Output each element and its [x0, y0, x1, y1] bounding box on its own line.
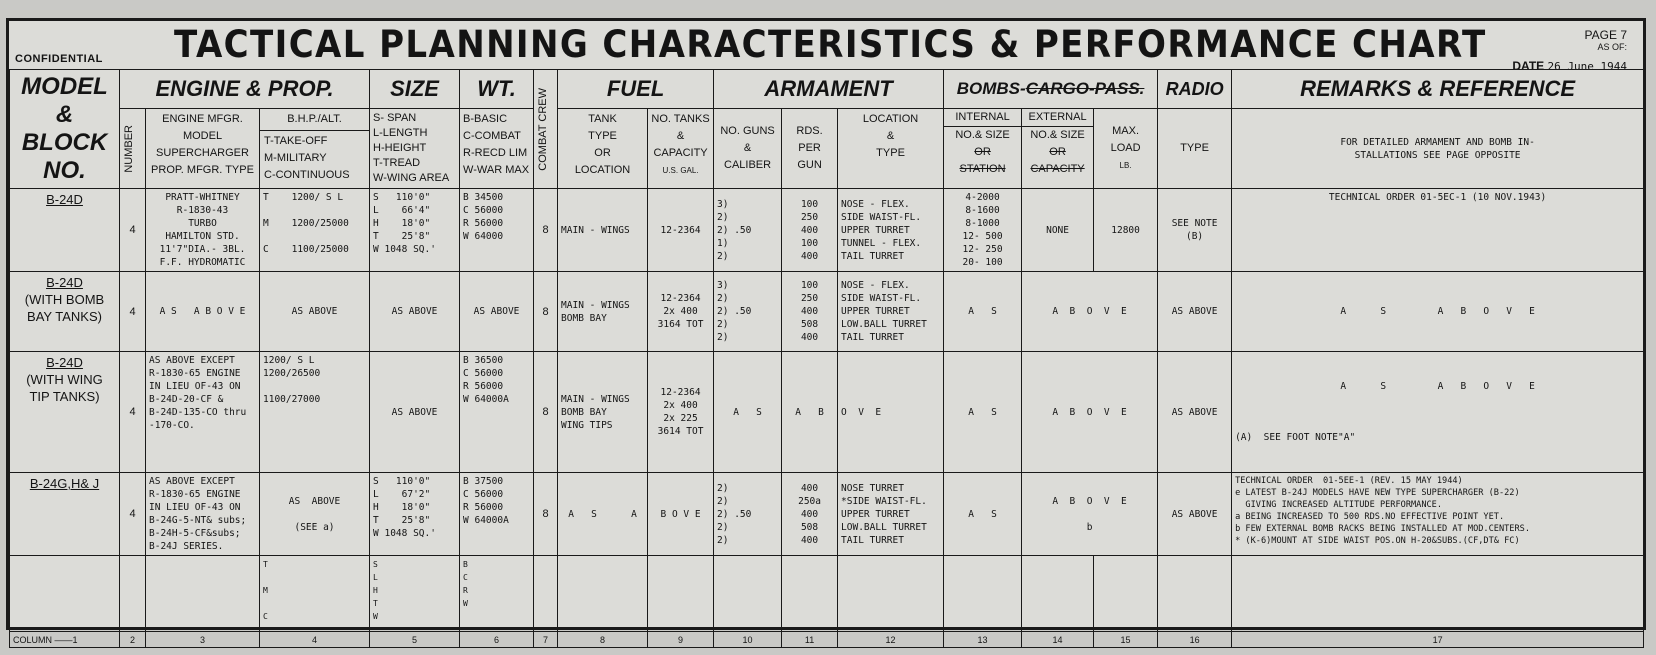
tanks-cell: B O V E: [648, 473, 714, 556]
table-row: [10, 189, 1644, 272]
model-header: MODEL & BLOCK NO.: [10, 70, 120, 189]
tanks-cell: 12-2364 2x 400 2x 225 3614 TOT: [648, 352, 714, 473]
external-cell: NONE: [1022, 189, 1094, 272]
rds-cell: 100 250 400 508 400: [782, 272, 838, 352]
remarks-note: FOR DETAILED ARMAMENT AND BOMB IN- STALLATIONS SEE PAGE OPPOSITE: [1232, 109, 1644, 189]
internal-cell: A S: [944, 352, 1022, 473]
blank-cell: [782, 556, 838, 632]
blank-cell: [714, 556, 782, 632]
column-number: 14: [1022, 632, 1094, 648]
crew-cell: 8: [534, 473, 558, 556]
crew-cell: 8: [534, 272, 558, 352]
radio-cell: AS ABOVE: [1158, 272, 1232, 352]
column-number: 15: [1094, 632, 1158, 648]
remarks-cell: TECHNICAL ORDER 01-5EE-1 (REV. 15 MAY 1944) e LATEST B-24J MODELS HAVE NEW TYPE SUPERCHARGER (B-22) GIVING INCREASED ALTITUDE PERFORMANCE. a BEING INCREASED TO 500 RDS.NO EFFECTIVE POINT YET. b FEW EXTERNAL BOMB RACKS BEING INSTALLED AT MOD.CENTERS. * (K-6)MOUNT AT SIDE WAIST POS.ON H-20&SUBS.(CF,DT& FC): [1232, 473, 1644, 556]
blank-cell: [558, 556, 648, 632]
model-sub: (WITH WING TIP TANKS): [26, 372, 103, 404]
table-row: [10, 352, 1644, 473]
guns-cell: 3) 2) 2) .50 1) 2): [714, 189, 782, 272]
number-cell: 4: [120, 473, 146, 556]
max-load-header: [1094, 109, 1158, 189]
tanks-cell: 12-2364: [648, 189, 714, 272]
model-name: B-24D: [46, 355, 83, 370]
tanks-cell: 12-2364 2x 400 3164 TOT: [648, 272, 714, 352]
blank-cell: [534, 556, 558, 632]
page-label: PAGE 7: [1584, 28, 1627, 42]
wt-group-header: WT.: [460, 70, 534, 109]
wt-cell: B 36500 C 56000 R 56000 W 64000A: [460, 352, 534, 473]
external-cell: A B O V E: [1022, 272, 1158, 352]
external-cell: A B O V E: [1022, 352, 1158, 473]
location-cell: NOSE - FLEX. SIDE WAIST-FL. UPPER TURRET LOW.BALL TURRET TAIL TURRET: [838, 272, 944, 352]
model-name: B-24G,H& J: [29, 476, 100, 491]
column-number: 2: [120, 632, 146, 648]
column-number: 17: [1232, 632, 1644, 648]
date-value: 26 June 1944: [1547, 60, 1627, 73]
confidential-label: CONFIDENTIAL: [15, 53, 103, 65]
wt-keys-header: B-BASIC C-COMBAT R-RECD LIM W-WAR MAX: [460, 109, 534, 189]
engine-cell: AS ABOVE EXCEPT R-1830-65 ENGINE IN LIEU OF-43 ON B-24D-20-CF & B-24D-135-CO thru -170-CO.: [146, 352, 260, 473]
radio-cell: AS ABOVE: [1158, 352, 1232, 473]
tank-cell: MAIN - WINGS: [558, 189, 648, 272]
size-cell: AS ABOVE: [370, 352, 460, 473]
ext-or-label: OR: [1049, 146, 1066, 158]
size-cell: S 110'0" L 66'4" H 18'0" T 25'8" W 1048 SQ.': [370, 189, 460, 272]
radio-group-header: RADIO: [1158, 70, 1232, 109]
radio-cell: AS ABOVE: [1158, 473, 1232, 556]
size-keys-header: S- SPAN L-LENGTH H-HEIGHT T-TREAD W-WING AREA: [370, 109, 460, 189]
number-header: [120, 109, 146, 189]
column-number-row: [10, 632, 1644, 648]
remarks-cell: A S A B O V E: [1232, 272, 1644, 352]
remarks-foot: (A) SEE FOOT NOTE"A": [1235, 432, 1356, 443]
tanks-capacity-header: [648, 109, 714, 189]
chart-sheet: [6, 18, 1646, 645]
guns-cell: A S: [714, 352, 782, 473]
location-cell: NOSE TURRET *SIDE WAIST-FL. UPPER TURRET LOW.BALL TURRET TAIL TURRET: [838, 473, 944, 556]
rds-header: RDS. PER GUN: [782, 109, 838, 189]
bhp-header: [260, 109, 370, 189]
number-cell: 4: [120, 189, 146, 272]
column-number: 6: [460, 632, 534, 648]
int-station-label: STATION: [959, 163, 1006, 175]
ext-capacity-label: CAPACITY: [1030, 163, 1085, 175]
bombs-label: BOMBS-: [956, 79, 1026, 98]
column-number: 9: [648, 632, 714, 648]
engine-cell: A S A B O V E: [146, 272, 260, 352]
column-number: 7: [534, 632, 558, 648]
column-number: 10: [714, 632, 782, 648]
internal-label: INTERNAL: [944, 109, 1021, 127]
radio-type-header: TYPE: [1158, 109, 1232, 189]
blank-cell: [648, 556, 714, 632]
bhp-key-cell: T M C: [260, 556, 370, 632]
number-cell: 4: [120, 272, 146, 352]
column-number: 13: [944, 632, 1022, 648]
rds-cell: A B: [782, 352, 838, 473]
location-cell: NOSE - FLEX. SIDE WAIST-FL. UPPER TURRET TUNNEL - FLEX. TAIL TURRET: [838, 189, 944, 272]
bhp-cell: AS ABOVE: [260, 272, 370, 352]
model-cell: [10, 352, 120, 473]
crew-header-label: COMBAT CREW: [537, 87, 550, 171]
column-number: 8: [558, 632, 648, 648]
chart-title: TACTICAL PLANNING CHARACTERISTICS & PERFORMANCE CHART: [174, 23, 1487, 66]
fuel-group-header: FUEL: [558, 70, 714, 109]
engine-mfgr-header: ENGINE MFGR. MODEL SUPERCHARGER PROP. MFGR. TYPE: [146, 109, 260, 189]
model-cell: [10, 473, 120, 556]
blank-row: [10, 556, 1644, 632]
remarks-group-header: REMARKS & REFERENCE: [1232, 70, 1644, 109]
remarks-text: A S A B O V E: [1340, 381, 1535, 392]
int-size-label: NO.& SIZE: [955, 129, 1010, 141]
us-gal-label: U.S. GAL.: [662, 166, 699, 175]
table-row: [10, 272, 1644, 352]
guns-cell: 2) 2) 2) .50 2) 2): [714, 473, 782, 556]
column-number: COLUMN ——1: [10, 632, 120, 648]
column-number: 11: [782, 632, 838, 648]
as-of-label: AS OF:: [1597, 42, 1627, 52]
column-number: 16: [1158, 632, 1232, 648]
crew-header: [534, 70, 558, 189]
internal-cell: 4-2000 8-1600 8-1000 12- 500 12- 250 20- 100: [944, 189, 1022, 272]
tank-cell: A S A: [558, 473, 648, 556]
tank-cell: MAIN - WINGS BOMB BAY: [558, 272, 648, 352]
rds-cell: 400 250a 400 508 400: [782, 473, 838, 556]
crew-cell: 8: [534, 189, 558, 272]
blank-cell: [838, 556, 944, 632]
location-cell: O V E: [838, 352, 944, 473]
blank-cell: [1094, 556, 1158, 632]
characteristics-table: [9, 69, 1644, 648]
remarks-cell: TECHNICAL ORDER 01-5EC-1 (10 NOV.1943): [1232, 189, 1644, 272]
internal-cell: A S: [944, 272, 1022, 352]
number-cell: 4: [120, 352, 146, 473]
size-key-cell: S L H T W: [370, 556, 460, 632]
cargo-pass-label: CARGO-PASS.: [1025, 79, 1145, 98]
model-cell: [10, 189, 120, 272]
lb-label: LB.: [1119, 161, 1132, 170]
blank-cell: [944, 556, 1022, 632]
header-row-groups: [10, 70, 1644, 109]
max-load-cell: 12800: [1094, 189, 1158, 272]
date-label: DATE: [1512, 59, 1545, 73]
wt-cell: B 37500 C 56000 R 56000 W 64000A: [460, 473, 534, 556]
model-sub: (WITH BOMB BAY TANKS): [24, 292, 105, 324]
model-cell: [10, 272, 120, 352]
external-label: EXTERNAL: [1022, 109, 1093, 127]
guns-header: NO. GUNS & CALIBER: [714, 109, 782, 189]
column-number: 3: [146, 632, 260, 648]
wt-cell: B 34500 C 56000 R 56000 W 64000: [460, 189, 534, 272]
location-header: LOCATION & TYPE: [838, 109, 944, 189]
wt-cell: AS ABOVE: [460, 272, 534, 352]
size-cell: S 110'0" L 67'2" H 18'0" T 25'8" W 1048 SQ.': [370, 473, 460, 556]
engine-cell: AS ABOVE EXCEPT R-1830-65 ENGINE IN LIEU OF-43 ON B-24G-5-NT& subs; B-24H-5-CF&subs; B-24J SERIES.: [146, 473, 260, 556]
engine-group-header: ENGINE & PROP.: [120, 70, 370, 109]
column-number: 5: [370, 632, 460, 648]
rds-cell: 100 250 400 100 400: [782, 189, 838, 272]
page-number: [1585, 29, 1627, 53]
ext-size-label: NO.& SIZE: [1030, 129, 1085, 141]
header-row-sub: [10, 109, 1644, 189]
model-name: B-24D: [46, 275, 83, 290]
blank-cell: [1158, 556, 1232, 632]
column-number: 12: [838, 632, 944, 648]
external-cell: A B O V E b: [1022, 473, 1158, 556]
blank-cell: [1232, 556, 1644, 632]
tank-cell: MAIN - WINGS BOMB BAY WING TIPS: [558, 352, 648, 473]
crew-cell: 8: [534, 352, 558, 473]
bhp-cell: T 1200/ S L M 1200/25000 C 1100/25000: [260, 189, 370, 272]
tanks-capacity-label: NO. TANKS & CAPACITY: [651, 113, 710, 159]
internal-cell: A S: [944, 473, 1022, 556]
tank-type-header: TANK TYPE OR LOCATION: [558, 109, 648, 189]
guns-cell: 3) 2) 2) .50 2) 2): [714, 272, 782, 352]
radio-cell: SEE NOTE (B): [1158, 189, 1232, 272]
bhp-cell: 1200/ S L 1200/26500 1100/27000: [260, 352, 370, 473]
table-row: [10, 473, 1644, 556]
wt-key-cell: B C R W: [460, 556, 534, 632]
blank-cell: [10, 556, 120, 632]
armament-group-header: ARMAMENT: [714, 70, 944, 109]
int-or-label: OR: [974, 146, 991, 158]
bhp-cell: AS ABOVE (SEE a): [260, 473, 370, 556]
max-load-label: MAX. LOAD: [1110, 125, 1141, 154]
engine-cell: PRATT-WHITNEY R-1830-43 TURBO HAMILTON STD. 11'7"DIA.- 3BL. F.F. HYDROMATIC: [146, 189, 260, 272]
bhp-head-label: B.H.P./ALT.: [260, 109, 369, 131]
internal-header: [944, 109, 1022, 189]
model-name: B-24D: [46, 192, 83, 207]
blank-cell: [120, 556, 146, 632]
size-group-header: SIZE: [370, 70, 460, 109]
blank-cell: [146, 556, 260, 632]
column-number: 4: [260, 632, 370, 648]
bhp-keys: T-TAKE-OFF M-MILITARY C-CONTINUOUS: [264, 135, 350, 181]
size-cell: AS ABOVE: [370, 272, 460, 352]
blank-cell: [1022, 556, 1094, 632]
number-header-label: NUMBER: [123, 124, 135, 173]
remarks-cell: [1232, 352, 1644, 473]
bombs-group-header: [944, 70, 1158, 109]
external-header: [1022, 109, 1094, 189]
